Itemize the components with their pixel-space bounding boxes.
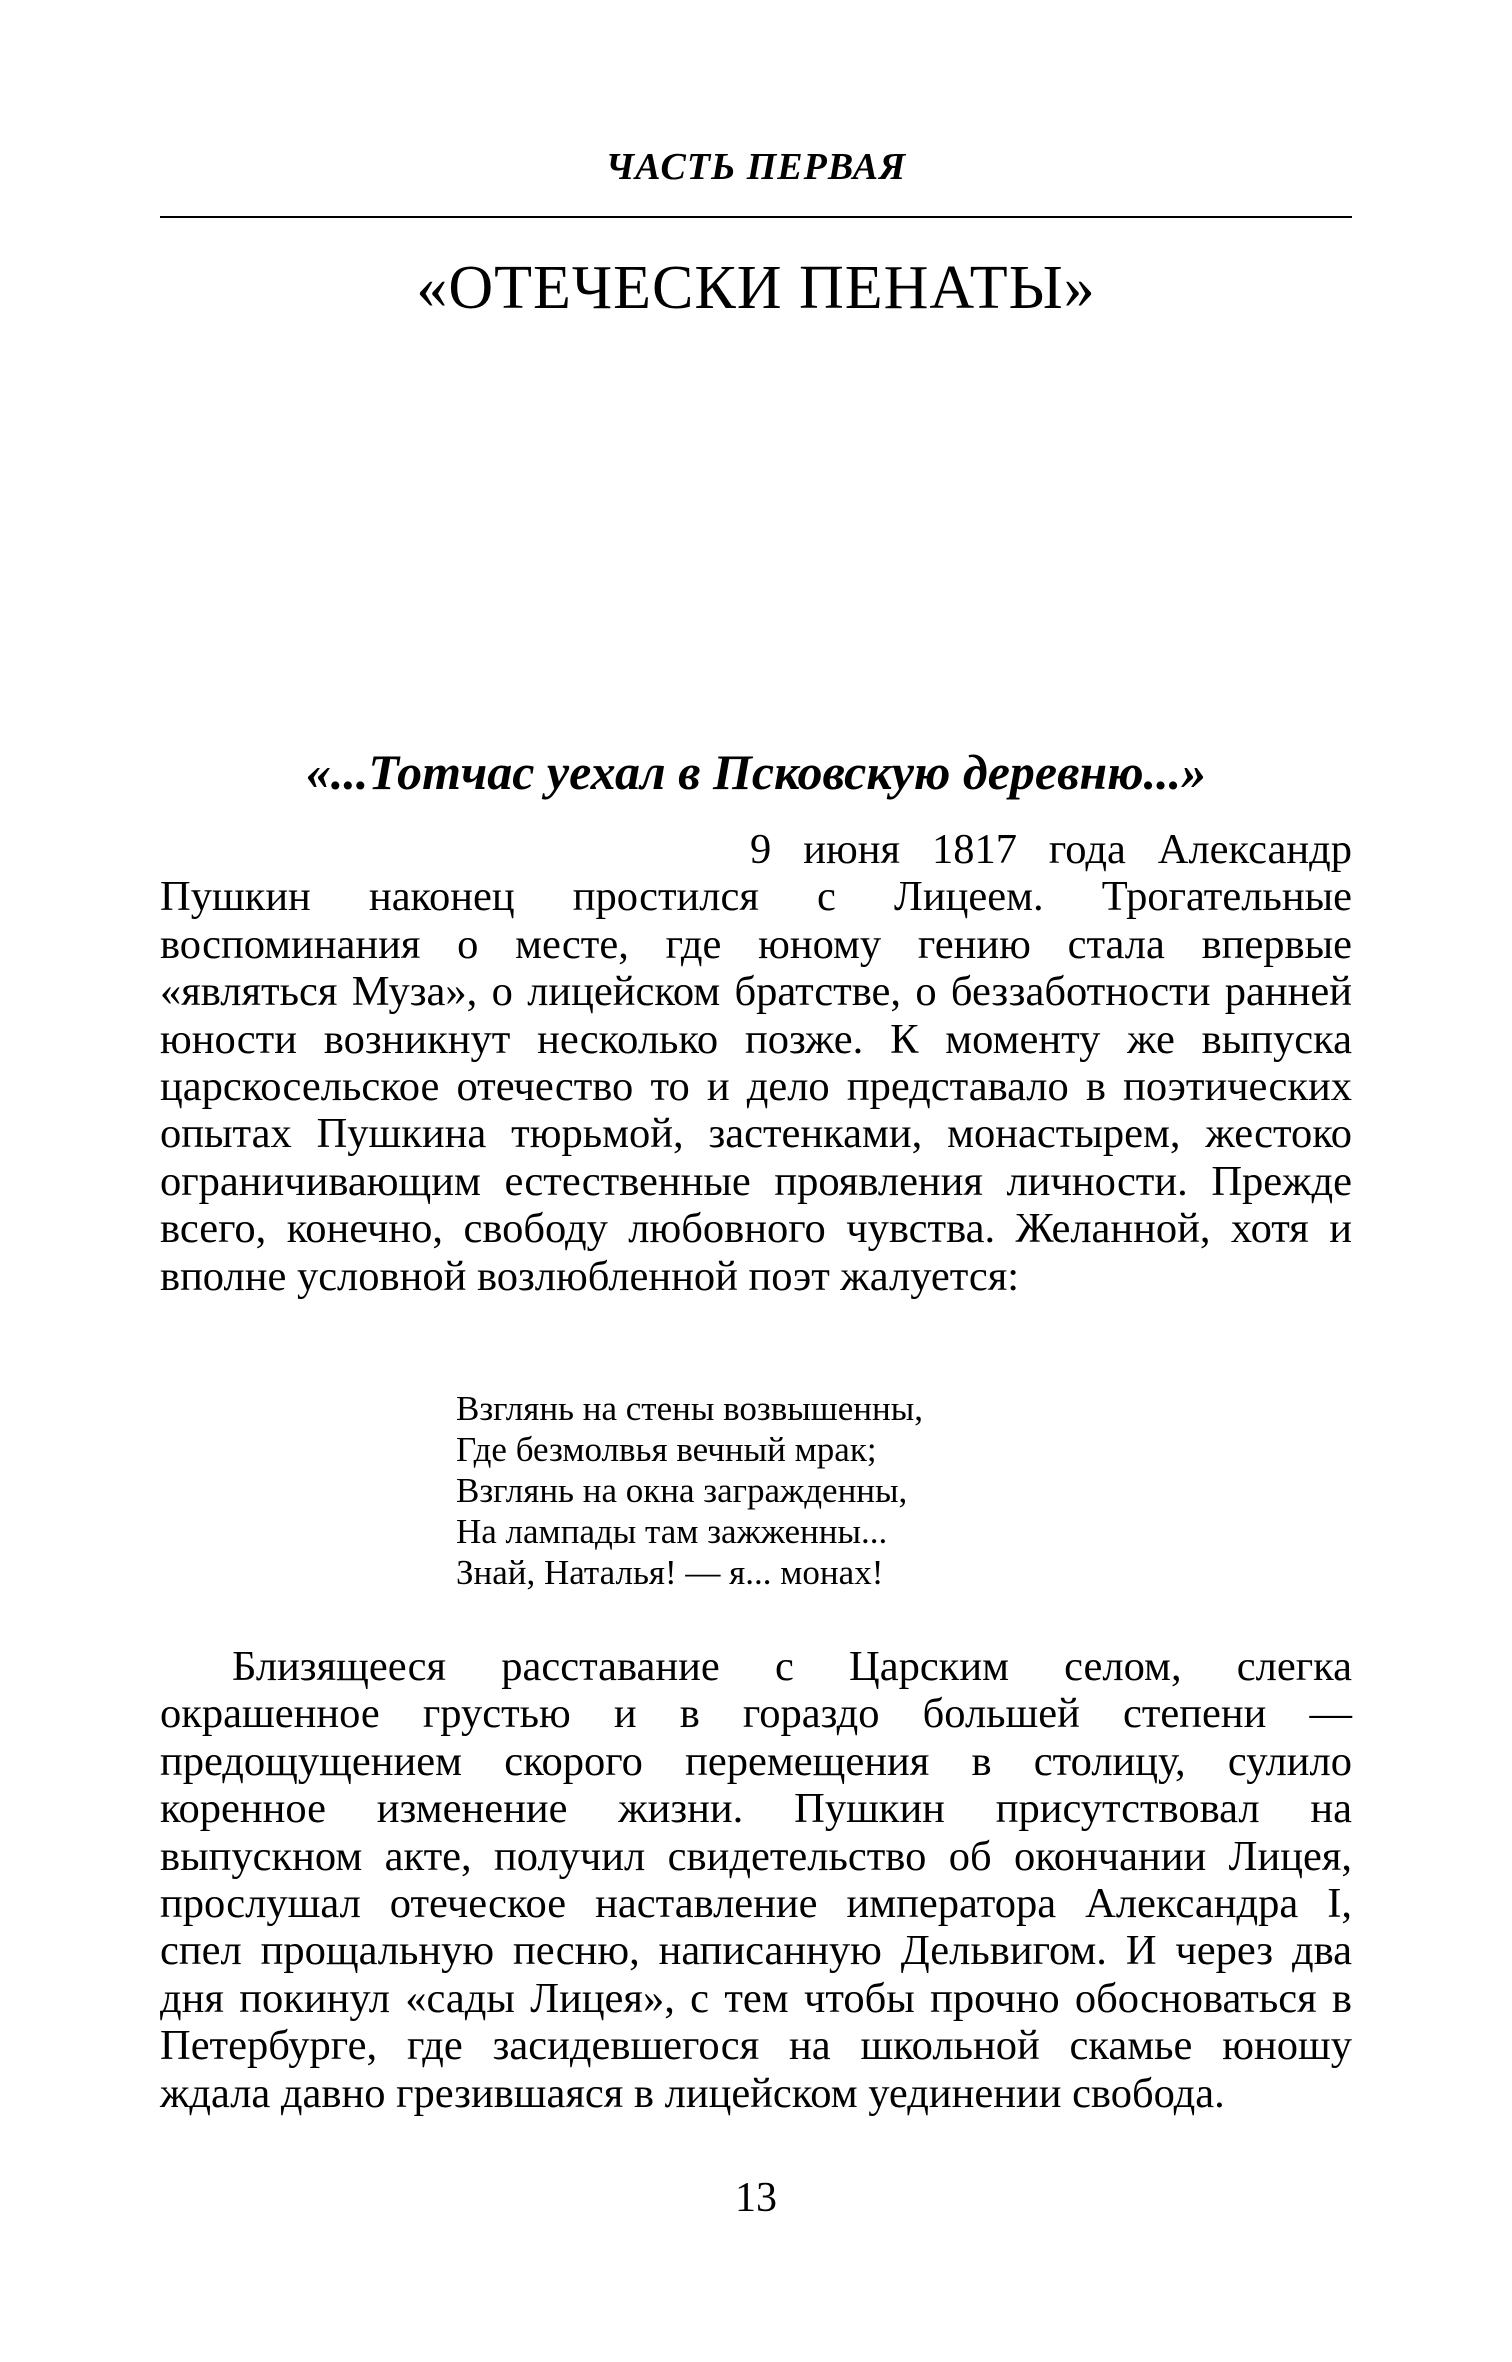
poem-line: Где безмолвья вечный мрак; xyxy=(456,1430,877,1469)
page-number: 13 xyxy=(735,2175,777,2221)
header-rule xyxy=(160,216,1352,218)
section-title: «...Тотчас уехал в Псковскую деревню...» xyxy=(305,744,1207,800)
running-head: ЧАСТЬ ПЕРВАЯ xyxy=(605,146,907,188)
poem-line: Взглянь на стены возвышенны, xyxy=(456,1389,923,1428)
poem-line: Взглянь на окна загражденны, xyxy=(456,1471,908,1510)
paragraph-1: 9 июня 1817 года Александр Пушкин наконец простился с Лицеем. Трогательные воспоминания о месте, где юному гению стала впервые «являться Муза», о лицейском братстве, о беззаботности ранней юности возникнут несколько позже. К моменту же выпуска царскосельское отечество то и дело представало в поэтических опытах Пушкина тюрьмой, застенками, монастырем, жестоко ограничивающим естественные проявления личности. Прежде всего, конечно, свободу любовного чувства. Желанной, хотя и вполне условной возлюбленной поэт жалуется: xyxy=(160,826,1352,1300)
paragraph-2: Близящееся расставание с Царским селом, слегка окрашенное грустью и в гораздо большей степени — предощущением скорого перемещения в столицу, сулило коренное изменение жизни. Пушкин присутствовал на выпускном акте, получил свидетельство об окончании Лицея, прослушал отеческое наставление императора Александра I, спел прощальную песню, написанную Дельвигом. И через два дня покинул «сады Лицея», с тем чтобы прочно обосноваться в Петербурге, где засидевшегося на школьной скамье юношу ждала давно грезившаяся в лицейском уединении свобода. xyxy=(160,1643,1352,2117)
poem-quote xyxy=(456,1388,1156,1593)
part-title: «ОТЕЧЕСКИ ПЕНАТЫ» xyxy=(416,254,1096,322)
poem-line: Знай, Наталья! — я... монах! xyxy=(456,1553,884,1592)
poem-line: На лампады там зажженны... xyxy=(456,1512,888,1551)
